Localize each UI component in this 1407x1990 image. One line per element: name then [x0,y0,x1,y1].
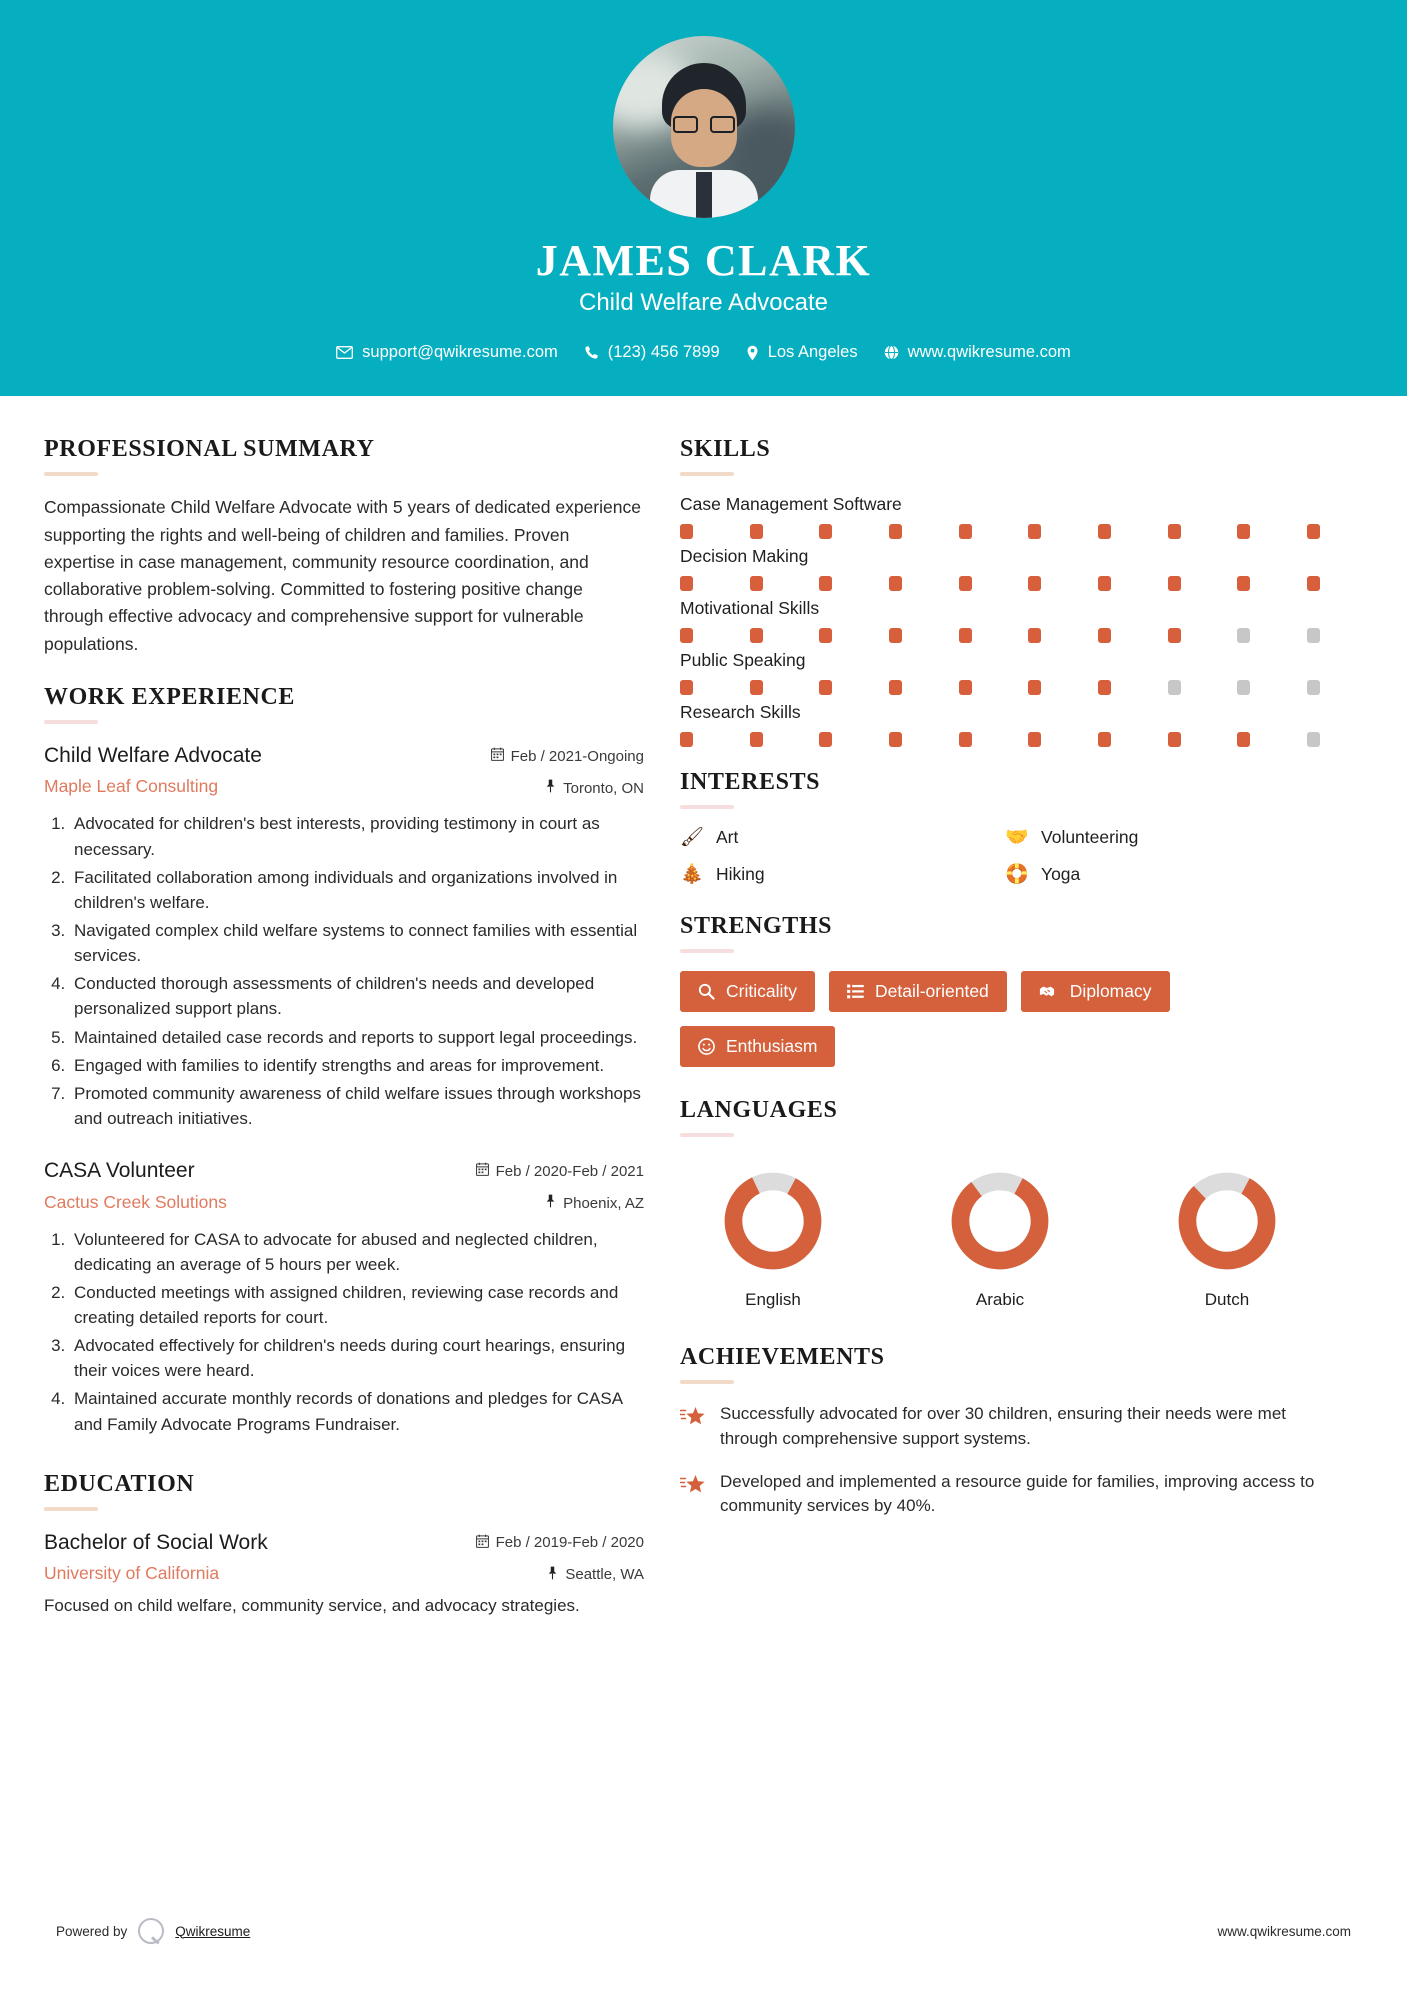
shooting-star-icon [680,1402,706,1432]
language-item [698,1169,848,1310]
interest-label: Volunteering [1041,827,1139,848]
section-title-skills: SKILLS [680,436,771,463]
skill-dot [889,680,902,695]
calendar-icon [491,747,504,765]
job-dates-line [476,1162,644,1180]
job-location-line [491,779,644,797]
job-entry [44,742,644,1131]
contact-website[interactable] [884,343,1071,362]
list-icon [847,984,864,999]
right-column [680,436,1320,1618]
school-name: University of California [44,1563,220,1584]
skill-dot [819,732,832,747]
skill-dot [680,628,693,643]
pushpin-icon [545,1194,556,1212]
skill-dot [1028,524,1041,539]
language-label: English [745,1290,801,1310]
education-entry [44,1529,644,1619]
handshake-icon [1039,984,1059,999]
job-bullet: 4. Conducted thorough assessments of children's needs and developed personalized support plans. [70,971,644,1021]
skill-dot [1098,680,1111,695]
interest-item [680,864,995,885]
achievement-text: Successfully advocated for over 30 children, ensuring their needs were met through comprehensive support systems. [720,1404,1287,1448]
job-title: CASA Volunteer [44,1159,195,1183]
job-dates-line [491,747,644,765]
education-location-line [476,1566,644,1584]
skill-rating [680,680,1320,695]
job-bullet: 4. Maintained accurate monthly records of donations and pledges for CASA and Family Advocate Programs Fundraiser. [70,1386,644,1436]
left-column [44,436,644,1618]
skill-item [680,650,1320,695]
skill-dot [750,524,763,539]
language-label: Arabic [975,1290,1025,1310]
shooting-star-icon [680,1470,706,1500]
job-bullet: 3. Advocated effectively for children's needs during court hearings, ensuring their voices were heard. [70,1333,644,1383]
language-donut-chart [1152,1169,1302,1278]
skill-label: Decision Making [680,546,809,567]
contact-phone[interactable] [584,343,720,362]
resume-body [0,396,1407,1618]
job-dates: Feb / 2020-Feb / 2021 [495,1162,644,1180]
section-achievements [680,1344,1320,1519]
globe-icon [884,345,899,360]
skill-dot [889,576,902,591]
section-education [44,1471,644,1619]
strength-chip[interactable] [680,971,815,1012]
job-location: Toronto, ON [563,779,644,797]
skill-rating [680,576,1320,591]
candidate-role: Child Welfare Advocate [578,289,829,317]
summary-text: Compassionate Child Welfare Advocate with 5 years of dedicated experience supporting the rights and well-being of children and families. Proven expertise in case management, community resource coordination, and collaborative problem-solving. Committed to fostering positive change through effective advocacy and comprehensive support for vulnerable populations. [44,497,641,654]
interest-item [1005,864,1320,885]
section-rule [680,949,734,953]
magnifier-icon [698,983,715,1000]
handshake-icon: 🤝 [1005,827,1029,849]
job-bullet: 3. Navigated complex child welfare systems to connect families with essential services. [70,918,644,968]
strength-label: Detail-oriented [874,981,989,1002]
qwikresume-logo-icon [138,1918,164,1944]
skills-list [680,494,1320,747]
qwikresume-brand-link[interactable]: Qwikresume [175,1923,251,1939]
language-label: Dutch [1204,1290,1250,1310]
skill-item [680,546,1320,591]
contact-row [0,343,1407,362]
evergreen-tree-icon: 🎄 [680,864,704,886]
contact-phone-text: (123) 456 7899 [607,343,720,362]
skill-dot [1237,628,1250,643]
skill-dot [1098,628,1111,643]
smiley-face-icon [698,1038,715,1055]
education-dates-line [476,1534,644,1552]
section-work-experience [44,684,644,1437]
skill-dot [819,524,832,539]
section-interests [680,769,1320,885]
achievement-item [680,1402,1320,1451]
section-strengths [680,913,1320,1067]
skill-dot [750,628,763,643]
skill-dot [1307,628,1320,643]
skill-dot [750,680,763,695]
skill-rating [680,732,1320,747]
skill-dot [1307,680,1320,695]
job-bullet: 7. Promoted community awareness of child welfare issues through workshops and outreach initiatives. [70,1081,644,1131]
skill-dot [1168,524,1181,539]
skill-dot [889,732,902,747]
resume-header [0,0,1407,396]
language-donut-chart [925,1169,1075,1278]
skill-dot [959,576,972,591]
calendar-icon [476,1162,489,1180]
skill-dot [1098,524,1111,539]
skill-dot [680,524,693,539]
job-location-line [476,1194,644,1212]
interest-label: Art [716,827,739,848]
section-title-work: WORK EXPERIENCE [44,684,296,711]
interest-label: Yoga [1041,864,1081,885]
phone-icon [584,345,599,360]
job-company: Cactus Creek Solutions [44,1191,227,1212]
achievement-text: Developed and implemented a resource guide for families, improving access to community services by 40%. [720,1471,1315,1516]
education-dates: Feb / 2019-Feb / 2020 [495,1534,644,1552]
section-rule [44,1507,98,1511]
skill-rating [680,524,1320,539]
skill-dot [959,628,972,643]
contact-location-text: Los Angeles [767,343,858,362]
language-donut-chart [698,1169,848,1278]
section-rule [680,1380,734,1384]
section-languages [680,1097,1320,1310]
job-bullet: 1. Advocated for children's best interests, providing testimony in court as necessary. [70,811,644,861]
skill-dot [959,680,972,695]
section-title-strengths: STRENGTHS [680,913,833,940]
job-bullet: 2. Facilitated collaboration among individuals and organizations involved in children's welfare. [70,865,644,915]
skill-item [680,598,1320,643]
skill-dot [959,732,972,747]
job-bullets [44,811,644,1131]
section-rule [44,472,98,476]
skill-item [680,702,1320,747]
skill-dot [819,628,832,643]
skill-dot [1237,576,1250,591]
skill-dot [1028,576,1041,591]
skill-label: Motivational Skills [680,598,820,619]
skill-dot [680,576,693,591]
powered-by-label: Powered by [56,1923,128,1939]
skill-dot [1168,628,1181,643]
section-title-achievements: ACHIEVEMENTS [680,1344,885,1371]
powered-by [56,1918,250,1944]
envelope-icon [336,346,353,359]
skill-dot [1028,732,1041,747]
skill-dot [1028,680,1041,695]
paintbrush-icon: 🖌 [680,827,705,849]
skill-dot [889,628,902,643]
section-title-summary: PROFESSIONAL SUMMARY [44,436,375,463]
skill-dot [680,732,693,747]
contact-email-text: support@qwikresume.com [362,343,558,362]
lifebuoy-icon: 🛟 [1005,864,1029,886]
job-bullet: 5. Maintained detailed case records and reports to support legal proceedings. [70,1025,644,1050]
interests-grid [680,827,1320,885]
degree-title: Bachelor of Social Work [44,1530,268,1554]
section-skills [680,436,1320,747]
strength-chip[interactable] [680,1026,835,1067]
contact-email[interactable] [336,343,558,362]
job-bullet: 1. Volunteered for CASA to advocate for abused and neglected children, dedicating an average of 5 hours per week. [70,1227,644,1277]
languages-row [680,1155,1320,1310]
skill-dot [1168,680,1181,695]
section-rule [680,1133,734,1137]
skill-dot [1237,680,1250,695]
section-title-interests: INTERESTS [680,769,821,796]
job-location: Phoenix, AZ [563,1194,644,1212]
skill-dot [1237,524,1250,539]
strength-chip[interactable] [1021,971,1170,1012]
avatar [613,36,795,218]
skill-dot [1098,576,1111,591]
skill-dot [889,524,902,539]
achievements-list [680,1402,1320,1519]
skill-dot [1098,732,1111,747]
skill-label: Research Skills [680,702,801,723]
skill-dot [1307,524,1320,539]
skill-dot [819,576,832,591]
section-professional-summary [44,436,644,658]
job-dates: Feb / 2021-Ongoing [510,747,644,765]
skill-dot [1307,576,1320,591]
pushpin-icon [545,779,556,797]
strength-label: Enthusiasm [726,1036,818,1057]
skill-dot [1028,628,1041,643]
job-bullet: 6. Engaged with families to identify strengths and areas for improvement. [70,1053,644,1078]
skill-dot [1168,732,1181,747]
contact-location [746,343,858,362]
contact-website-text: www.qwikresume.com [907,343,1071,362]
job-company: Maple Leaf Consulting [44,776,219,797]
section-title-education: EDUCATION [44,1470,195,1497]
skill-dot [680,680,693,695]
interest-label: Hiking [716,864,765,885]
skill-label: Public Speaking [680,650,806,671]
skill-dot [959,524,972,539]
skill-dot [750,732,763,747]
job-bullets [44,1227,644,1437]
job-bullet: 2. Conducted meetings with assigned children, reviewing case records and creating detailed reports for court. [70,1280,644,1330]
calendar-icon [476,1534,489,1552]
education-description: Focused on child welfare, community service, and advocacy strategies. [44,1596,580,1616]
strength-label: Criticality [726,981,797,1002]
pushpin-icon [547,1566,558,1584]
skill-item [680,494,1320,539]
skill-label: Case Management Software [680,494,902,515]
section-title-languages: LANGUAGES [680,1097,838,1124]
footer-website[interactable]: www.qwikresume.com [1217,1923,1351,1939]
skill-dot [1237,732,1250,747]
candidate-name: JAMES CLARK [535,236,872,285]
strength-label: Diplomacy [1069,981,1152,1002]
language-item [925,1169,1075,1310]
job-title: Child Welfare Advocate [44,744,262,768]
skill-rating [680,628,1320,643]
location-pin-icon [746,345,759,361]
language-item [1152,1169,1302,1310]
skill-dot [819,680,832,695]
strength-chips [680,971,1320,1067]
job-entry [44,1157,644,1437]
section-rule [44,720,98,724]
interest-item [680,827,995,848]
section-rule [680,805,734,809]
achievement-item [680,1470,1320,1519]
skill-dot [1168,576,1181,591]
section-rule [680,472,734,476]
skill-dot [750,576,763,591]
skill-dot [1307,732,1320,747]
education-location: Seattle, WA [565,1566,644,1584]
strength-chip[interactable] [829,971,1007,1012]
page-footer [0,1918,1407,1944]
interest-item [1005,827,1320,848]
